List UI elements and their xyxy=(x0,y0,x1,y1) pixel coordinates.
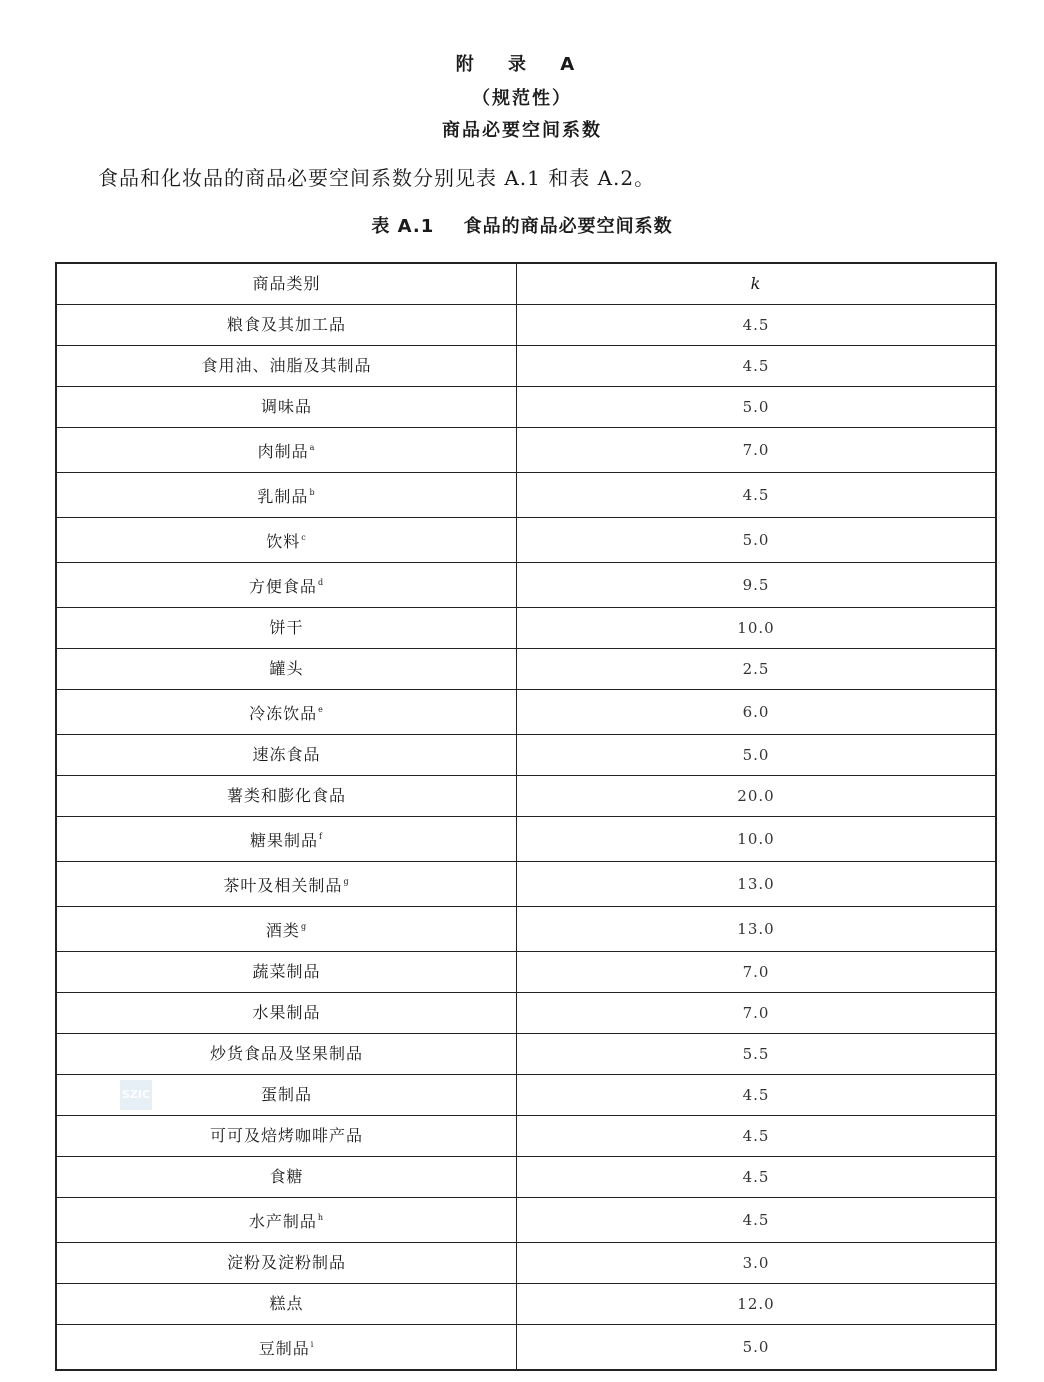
footnote-marker: c xyxy=(301,533,307,542)
table-row xyxy=(56,346,996,387)
intro-paragraph: 食品和化妆品的商品必要空间系数分别见表 A.1 和表 A.2。 xyxy=(98,166,656,190)
category-cell xyxy=(56,346,517,387)
table-row xyxy=(56,1116,996,1157)
k-value-cell: 6.0 xyxy=(517,690,997,735)
k-value-cell: 3.0 xyxy=(517,1243,997,1284)
category-label: 薯类和膨化食品 xyxy=(226,786,346,805)
k-value-cell: 5.5 xyxy=(517,1034,997,1075)
category-label: 乳制品 xyxy=(257,487,309,506)
table-row xyxy=(56,518,996,563)
table-row xyxy=(56,817,996,862)
category-label: 饼干 xyxy=(269,618,304,637)
category-label: 糖果制品 xyxy=(250,831,319,850)
category-cell xyxy=(56,305,517,346)
category-cell xyxy=(56,1116,517,1157)
k-value-cell: 4.5 xyxy=(517,346,997,387)
table-row xyxy=(56,776,996,817)
k-value-cell: 12.0 xyxy=(517,1284,997,1325)
k-value-cell: 4.5 xyxy=(517,1157,997,1198)
table-row xyxy=(56,1157,996,1198)
category-label: 粮食及其加工品 xyxy=(226,315,346,334)
category-cell xyxy=(56,387,517,428)
category-cell xyxy=(56,862,517,907)
table-row xyxy=(56,608,996,649)
category-cell xyxy=(56,518,517,563)
table-row xyxy=(56,735,996,776)
appendix-subtitle: （规范性） xyxy=(472,88,572,109)
category-label: 蛋制品 xyxy=(260,1085,312,1104)
category-cell xyxy=(56,735,517,776)
k-value-cell: 4.5 xyxy=(517,1116,997,1157)
table-row xyxy=(56,563,996,608)
k-value-cell: 4.5 xyxy=(517,1198,997,1243)
footnote-marker: f xyxy=(319,832,323,841)
table-row xyxy=(56,862,996,907)
category-cell xyxy=(56,1034,517,1075)
table-row xyxy=(56,1198,996,1243)
table-caption-title: 食品的商品必要空间系数 xyxy=(463,216,673,237)
category-cell xyxy=(56,1284,517,1325)
footnote-marker: g xyxy=(343,877,350,886)
table-row xyxy=(56,952,996,993)
table-row xyxy=(56,1075,996,1116)
category-cell xyxy=(56,473,517,518)
footnote-marker: g xyxy=(300,922,308,931)
k-value-cell: 5.0 xyxy=(517,518,997,563)
watermark-logo: SZIC xyxy=(120,1080,152,1110)
k-value-cell: 7.0 xyxy=(517,993,997,1034)
table-row xyxy=(56,1034,996,1075)
table-row xyxy=(56,428,996,473)
category-label: 水产制品 xyxy=(248,1212,317,1231)
category-cell xyxy=(56,563,517,608)
k-value-cell: 13.0 xyxy=(517,862,997,907)
table-row xyxy=(56,649,996,690)
table-row xyxy=(56,907,996,952)
category-label: 速冻食品 xyxy=(252,745,321,764)
footnote-marker: d xyxy=(317,578,325,587)
table-row xyxy=(56,387,996,428)
category-label: 炒货食品及坚果制品 xyxy=(209,1044,363,1063)
category-cell xyxy=(56,952,517,993)
appendix-title: 附 录 A xyxy=(455,54,589,75)
k-value-cell: 7.0 xyxy=(517,428,997,473)
header-k: k xyxy=(517,263,997,305)
table-caption xyxy=(0,212,1044,238)
category-label: 茶叶及相关制品 xyxy=(223,876,343,895)
category-cell xyxy=(56,1198,517,1243)
table-row xyxy=(56,1243,996,1284)
k-value-cell: 4.5 xyxy=(517,305,997,346)
category-label: 蔬菜制品 xyxy=(252,962,321,981)
category-label: 冷冻饮品 xyxy=(249,704,318,723)
table-row xyxy=(56,1284,996,1325)
k-value-cell: 5.0 xyxy=(517,387,997,428)
footnote-marker: h xyxy=(317,1213,325,1222)
footnote-marker: b xyxy=(309,488,316,497)
category-label: 可可及焙烤咖啡产品 xyxy=(209,1126,363,1145)
category-cell xyxy=(56,817,517,862)
category-label: 豆制品 xyxy=(258,1339,310,1358)
footnote-marker: a xyxy=(309,443,316,452)
category-label: 食糖 xyxy=(269,1167,304,1186)
footnote-marker: e xyxy=(318,705,324,714)
table-row xyxy=(56,690,996,735)
category-cell xyxy=(56,690,517,735)
table-header-row xyxy=(56,263,996,305)
category-cell xyxy=(56,649,517,690)
category-cell xyxy=(56,1243,517,1284)
category-cell xyxy=(56,428,517,473)
coefficient-table xyxy=(55,262,997,1371)
category-label: 食用油、油脂及其制品 xyxy=(201,356,372,375)
category-label: 酒类 xyxy=(265,921,300,940)
k-value-cell: 20.0 xyxy=(517,776,997,817)
k-value-cell: 5.0 xyxy=(517,735,997,776)
category-cell xyxy=(56,993,517,1034)
table-row xyxy=(56,993,996,1034)
category-label: 饮料 xyxy=(266,532,301,551)
table-row xyxy=(56,473,996,518)
category-label: 罐头 xyxy=(269,659,304,678)
category-cell xyxy=(56,1325,517,1371)
category-label: 糕点 xyxy=(269,1294,304,1313)
k-value-cell: 2.5 xyxy=(517,649,997,690)
k-value-cell: 10.0 xyxy=(517,817,997,862)
category-label: 肉制品 xyxy=(257,442,309,461)
table-caption-id: 表 A.1 xyxy=(371,216,435,237)
k-value-cell: 4.5 xyxy=(517,1075,997,1116)
footnote-marker: i xyxy=(310,1340,315,1349)
category-label: 方便食品 xyxy=(248,577,317,596)
appendix-name: 商品必要空间系数 xyxy=(442,120,602,141)
category-cell xyxy=(56,608,517,649)
k-value-cell: 10.0 xyxy=(517,608,997,649)
table-row xyxy=(56,1325,996,1371)
k-value-cell: 5.0 xyxy=(517,1325,997,1371)
category-label: 淀粉及淀粉制品 xyxy=(226,1253,346,1272)
k-value-cell: 13.0 xyxy=(517,907,997,952)
k-value-cell: 7.0 xyxy=(517,952,997,993)
category-label: 水果制品 xyxy=(252,1003,321,1022)
k-value-cell: 9.5 xyxy=(517,563,997,608)
category-cell xyxy=(56,776,517,817)
category-cell xyxy=(56,1157,517,1198)
k-value-cell: 4.5 xyxy=(517,473,997,518)
table-row xyxy=(56,305,996,346)
category-cell xyxy=(56,907,517,952)
header-category: 商品类别 xyxy=(56,263,517,305)
category-label: 调味品 xyxy=(260,397,312,416)
